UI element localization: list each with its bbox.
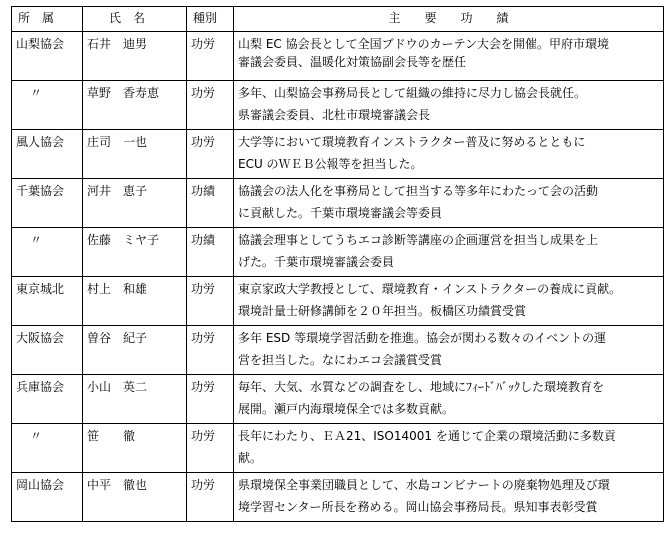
affiliation-cell: 風人協会 xyxy=(12,130,83,179)
achievement-line: 多年、山梨協会事務局長として組織の維持に尽力し協会長就任。 xyxy=(238,86,587,100)
achievement-line: 境学習センター所長を務める。岡山協会事務局長。県知事表彰受賞 xyxy=(238,500,598,514)
header-achievements: 主 要 功 績 xyxy=(234,7,664,32)
table-header xyxy=(12,7,664,32)
type-cell: 功労 xyxy=(187,130,234,179)
name-cell: 笹 徹 xyxy=(83,424,187,473)
achievement-line: 審議会委員、温暖化対策協副会長等を歴任 xyxy=(238,55,467,69)
achievement-line: 長年にわたり、ＥＡ21、ISO14001 を通じて企業の環境活動に多数貢 xyxy=(238,429,616,443)
table-row xyxy=(12,81,664,130)
name-cell: 佐藤 ミヤ子 xyxy=(83,228,187,277)
affiliation-cell: 山梨協会 xyxy=(12,32,83,81)
table-row xyxy=(12,179,664,228)
table-row xyxy=(12,228,664,277)
name-cell: 中平 徹也 xyxy=(83,473,187,522)
achievements-cell xyxy=(234,375,664,424)
achievement-line: 協議会の法人化を事務局として担当する等多年にわたって会の活動 xyxy=(238,184,599,198)
type-cell: 功労 xyxy=(187,375,234,424)
achievements-cell xyxy=(234,424,664,473)
achievements-cell xyxy=(234,81,664,130)
achievement-line: 大学等において環境教育インストラクター普及に努めるとともに xyxy=(238,135,586,149)
affiliation-cell: 〃 xyxy=(12,81,83,130)
header-type: 種別 xyxy=(187,7,234,32)
achievement-line: 協議会理事としてうちエコ診断等講座の企画運営を担当し成果を上 xyxy=(238,233,599,247)
table-row xyxy=(12,32,664,81)
affiliation-cell: 〃 xyxy=(12,424,83,473)
achievement-line: 東京家政大学教授として、環境教育・インストラクターの養成に貢献。 xyxy=(238,282,622,296)
header-name: 氏 名 xyxy=(83,7,187,32)
type-cell: 功労 xyxy=(187,326,234,375)
achievements-cell xyxy=(234,228,664,277)
affiliation-cell: 岡山協会 xyxy=(12,473,83,522)
type-cell: 功労 xyxy=(187,473,234,522)
achievements-cell xyxy=(234,130,664,179)
type-cell: 功績 xyxy=(187,179,234,228)
table-row xyxy=(12,130,664,179)
name-cell: 石井 迪男 xyxy=(83,32,187,81)
achievement-line: ECU のＷＥＢ公報等を担当した。 xyxy=(238,157,423,171)
affiliation-cell: 大阪協会 xyxy=(12,326,83,375)
type-cell: 功労 xyxy=(187,81,234,130)
name-cell: 小山 英二 xyxy=(83,375,187,424)
affiliation-cell: 〃 xyxy=(12,228,83,277)
achievement-line: 環境計量士研修講師を２０年担当。板橋区功績賞受賞 xyxy=(238,304,527,318)
name-cell: 庄司 一也 xyxy=(83,130,187,179)
type-cell: 功労 xyxy=(187,424,234,473)
affiliation-cell: 兵庫協会 xyxy=(12,375,83,424)
achievements-cell xyxy=(234,326,664,375)
achievement-line: に貢献した。千葉市環境審議会等委員 xyxy=(238,206,443,220)
achievement-line: 献。 xyxy=(238,451,263,465)
achievements-cell xyxy=(234,473,664,522)
table-row xyxy=(12,326,664,375)
affiliation-cell: 東京城北 xyxy=(12,277,83,326)
type-cell: 功労 xyxy=(187,277,234,326)
achievement-line: 展開。瀬戸内海環境保全では多数貢献。 xyxy=(238,402,455,416)
achievement-line: 毎年、大気、水質などの調査をし、地域にﾌｨｰﾄﾞﾊﾞｯｸした環境教育を xyxy=(238,380,605,394)
achievements-cell xyxy=(234,277,664,326)
table-row xyxy=(12,424,664,473)
name-cell: 河井 恵子 xyxy=(83,179,187,228)
awards-table xyxy=(11,6,664,522)
table-row xyxy=(12,277,664,326)
table-row xyxy=(12,375,664,424)
name-cell: 村上 和雄 xyxy=(83,277,187,326)
affiliation-cell: 千葉協会 xyxy=(12,179,83,228)
achievement-line: 県審議会委員、北杜市環境審議会長 xyxy=(238,108,431,122)
table-row xyxy=(12,473,664,522)
header-row xyxy=(12,7,664,32)
achievement-line: 山梨 EC 協会長として全国ブドウのカーテン大会を開催。甲府市環境 xyxy=(238,37,609,51)
achievements-cell xyxy=(234,32,664,81)
achievement-line: 営を担当した。なにわエコ会議賞受賞 xyxy=(238,353,443,367)
type-cell: 功績 xyxy=(187,228,234,277)
name-cell: 草野 香寿恵 xyxy=(83,81,187,130)
achievements-cell xyxy=(234,179,664,228)
table-body xyxy=(12,32,664,522)
type-cell: 功労 xyxy=(187,32,234,81)
name-cell: 曽谷 紀子 xyxy=(83,326,187,375)
achievement-line: 多年 ESD 等環境学習活動を推進。協会が関わる数々のイベントの運 xyxy=(238,331,607,345)
achievement-line: げた。千葉市環境審議会委員 xyxy=(238,255,395,269)
achievement-line: 県環境保全事業団職員として、水島コンビナートの廃棄物処理及び環 xyxy=(238,478,610,492)
header-affiliation: 所 属 xyxy=(12,7,83,32)
